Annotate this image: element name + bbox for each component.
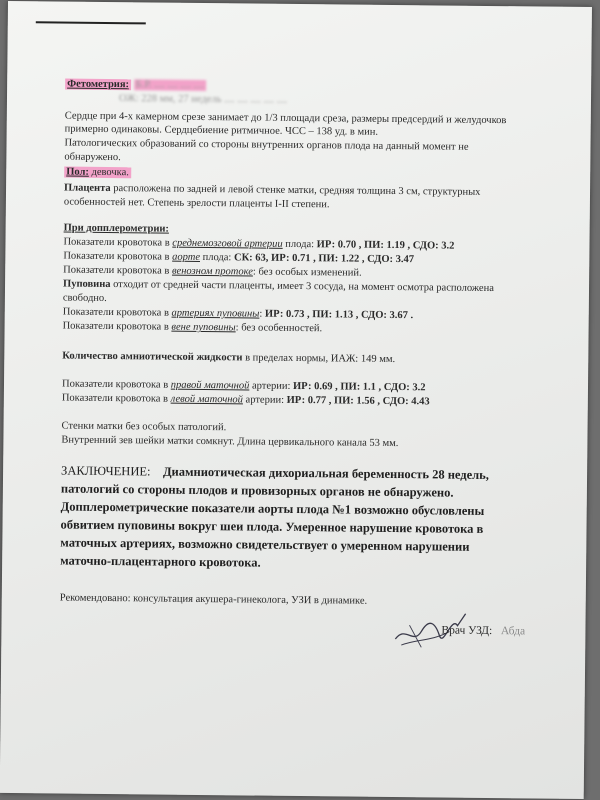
cord-line-2: свободно. bbox=[62, 292, 107, 304]
amniotic-label: Количество амниотической жидкости bbox=[62, 350, 243, 364]
row-suffix: артерии: bbox=[242, 394, 285, 406]
cord-line-1 bbox=[63, 278, 494, 296]
header-rule bbox=[36, 21, 146, 24]
row-prefix: Показатели кровотока в bbox=[62, 306, 172, 319]
row-suffix: : bbox=[259, 308, 263, 320]
placenta-line-2: особенностей нет. Степень зрелости плаценты I-II степени. bbox=[63, 196, 330, 211]
conclusion-line-2: патологий со стороны плодов и провизорных органов не обнаружено. bbox=[60, 481, 454, 500]
placenta-label: Плацента bbox=[64, 182, 111, 195]
vessel-name: среднемозговой артерии bbox=[172, 237, 283, 250]
row-prefix: Показатели кровотока в bbox=[62, 320, 172, 333]
report-sheet bbox=[0, 1, 592, 799]
doppler-heading: При допплерометрии: bbox=[63, 222, 170, 235]
row-suffix: : без особых изменений. bbox=[252, 266, 362, 279]
amniotic-line bbox=[62, 350, 395, 367]
sex-label: Пол: bbox=[66, 166, 89, 178]
fetometry-label: Фетометрия: bbox=[67, 78, 130, 91]
fetometry-line bbox=[65, 78, 206, 93]
vessel-name: правой маточной bbox=[170, 379, 250, 392]
vessel-name: левой маточной bbox=[170, 393, 244, 406]
conclusion-label: ЗАКЛЮЧЕНИЕ: bbox=[61, 463, 151, 479]
amniotic-text: в пределах нормы, ИАЖ: 149 мм. bbox=[242, 352, 396, 366]
uterine-row bbox=[62, 392, 430, 409]
doctor-name: Абда bbox=[500, 625, 526, 638]
row-prefix: Показатели кровотока в bbox=[61, 392, 171, 405]
vessel-name: венозном протоке bbox=[171, 265, 253, 278]
row-prefix: Показатели кровотока в bbox=[63, 236, 173, 249]
cord-row bbox=[63, 320, 323, 336]
heart-line-1: Сердце при 4-х камерном срезе занимает до 1/3 площади среза, размеры предсердий и желудочков bbox=[64, 110, 507, 127]
doctor-line bbox=[441, 624, 525, 639]
row-values: ИР: 0.73 , ПИ: 1.13 , СДО: 3.67 . bbox=[264, 308, 414, 322]
conclusion-line-1 bbox=[61, 464, 489, 484]
fetometry-redacted: Б.Р. .... .... .... .... bbox=[135, 79, 205, 91]
walls-line-2: Внутренний зев шейки матки сомкнут. Длина цервикального канала 53 мм. bbox=[61, 434, 399, 450]
row-prefix: Показатели кровотока в bbox=[61, 378, 171, 391]
row-prefix: Показатели кровотока в bbox=[63, 264, 173, 277]
row-values: ИР: 0.69 , ПИ: 1.1 , СДО: 3.2 bbox=[292, 380, 426, 394]
vessel-name: аорте bbox=[172, 251, 201, 263]
conclusion-line-3: Допплерометрические показатели аорты плода №1 возможно обусловлены bbox=[60, 499, 485, 518]
recommendation: Рекомендовано: консультация акушера-гинеколога, УЗИ в динамике. bbox=[59, 592, 368, 607]
oj-line: ОЖ: 228 мм, 27 недель .... .... .... .... .... bbox=[118, 93, 288, 106]
cord-text: отходит от средней части плаценты, имеет 3 сосуда, на момент осмотра расположена bbox=[110, 279, 494, 295]
row-values: СК: 63, ИР: 0.71 , ПИ: 1.22 , СДО: 3.47 bbox=[233, 252, 415, 266]
row-values: ИР: 0.77 , ПИ: 1.56 , СДО: 4.43 bbox=[286, 394, 430, 408]
pathology-line-2: обнаружено. bbox=[64, 151, 121, 164]
doctor-label: Врач УЗД: bbox=[441, 624, 493, 638]
row-suffix: артерии: bbox=[249, 380, 291, 392]
row-suffix: : без особенностей. bbox=[235, 322, 323, 335]
row-prefix: Показатели кровотока в bbox=[63, 250, 173, 263]
vessel-name: вене пуповины bbox=[171, 321, 236, 334]
heart-line-2: примерно одинаковы. Сердцебиение ритмичное. ЧСС – 138 уд. в мин. bbox=[64, 123, 379, 138]
row-suffix: плода: bbox=[199, 251, 232, 264]
pathology-line-1: Патологических образований со стороны внутренних органов плода на данный момент не bbox=[64, 137, 469, 153]
conclusion-line-5: маточных артериях, возможно свидетельствует о умеренном нарушении bbox=[60, 535, 470, 554]
row-suffix: плода: bbox=[282, 238, 315, 251]
row-values: ИР: 0.70 , ПИ: 1.19 , СДО: 3.2 bbox=[316, 239, 455, 252]
sex-line bbox=[64, 166, 131, 180]
conclusion-text-1: Диамниотическая дихориальная беременность 28 недель, bbox=[162, 464, 490, 483]
conclusion-line-6: маточно-плацентарного кровотока. bbox=[60, 553, 261, 570]
vessel-name: артериях пуповины bbox=[171, 307, 260, 320]
conclusion-line-4: обвитием пуповины вокруг шеи плода. Умеренное нарушение кровотока в bbox=[60, 517, 484, 536]
placenta-text: расположена по задней и левой стенке матки, средняя толщина 3 см, структурных bbox=[110, 183, 481, 198]
walls-line-1: Стенки матки без особых патологий. bbox=[61, 420, 227, 434]
cord-label: Пуповина bbox=[62, 278, 111, 291]
sex-value: девочка. bbox=[91, 166, 129, 179]
